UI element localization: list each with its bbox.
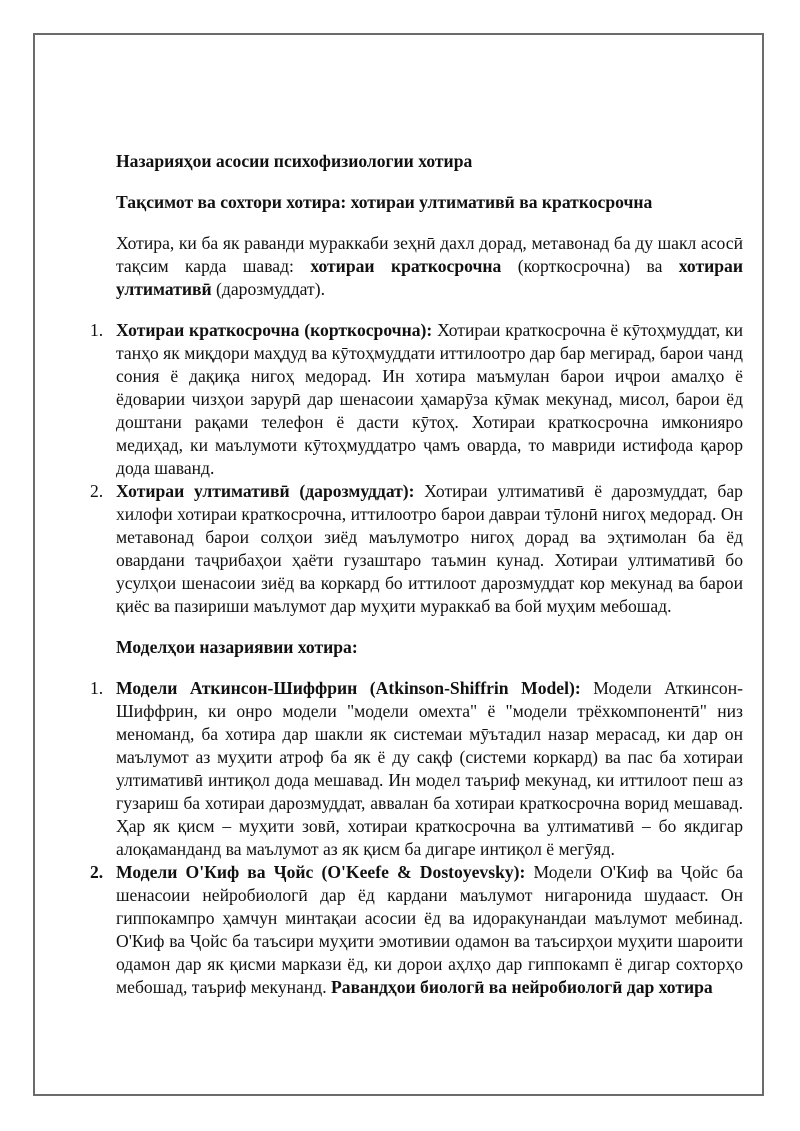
list-item-tail-bold: Равандҳои биологӣ ва нейробиологӣ дар хотира [331, 977, 713, 997]
list-item-heading: Хотираи ултимативӣ (дарозмуддат): [116, 481, 415, 501]
memory-types-list [90, 319, 744, 618]
list-item [90, 480, 743, 618]
list-item [90, 319, 744, 480]
list-item-text: Хотираи краткосрочна ё кӯтоҳмуддат, ки танҳо як миқдори маҳдуд ва кӯтоҳмуддати иттилоотро дар бар мегирад, барои чанд сония ё дақиқа нигоҳ медорад. Ин хотира маъмулан барои иҷрои амалҳо ё ёдоварии чизҳои зарурӣ дар шенасоии ҳамарӯза кӯмак мекунад, мисол, барои ёд доштани рақами телефон ё дасти кӯтоҳ. Хотираи краткосрочна имконияро медиҳад, ки маълумоти кӯтоҳмуддатро ҷамъ оварда, то мавриди истифода қарор дода шаванд. [116, 320, 744, 478]
intro-text-middle: (корткосрочна) ва [501, 256, 679, 276]
list-item-heading: Хотираи краткосрочна (корткосрочна): [116, 320, 433, 340]
list-number: 1. [90, 320, 104, 340]
list-item-heading: Модели Аткинсон-Шиффрин (Atkinson-Shiffrin Model): [116, 678, 581, 698]
document-body [90, 150, 744, 999]
list-number: 1. [90, 678, 104, 698]
models-heading: Моделҳои назариявии хотира: [116, 637, 358, 657]
list-number: 2. [90, 481, 104, 501]
list-item [90, 677, 743, 861]
intro-bold-long-term: хотираи ултимативӣ [116, 256, 743, 299]
intro-text-before: Хотира, ки ба як раванди мураккаби зеҳнӣ дахл дорад, метавонад ба ду шакл асосӣ тақсим карда шавад: [116, 233, 743, 276]
list-item-heading: Модели О'Киф ва Ҷойс (O'Keefe & Dostoyevsky): [116, 862, 526, 882]
models-list [90, 677, 744, 999]
intro-bold-short-term: хотираи краткосрочна [310, 256, 502, 276]
section-subtitle: Тақсимот ва сохтори хотира: хотираи ултимативӣ ва краткосрочна [116, 192, 653, 212]
intro-paragraph [116, 232, 743, 301]
intro-text-after: (дарозмуддат). [211, 279, 325, 299]
list-item [90, 861, 744, 999]
document-title: Назарияҳои асосии психофизиологии хотира [116, 151, 473, 171]
list-item-text: Модели Аткинсон-Шиффрин, ки онро модели "модели омехта" ё "модели трёхкомпонентӣ" низ меноманд, ба хотира дар шакли як системаи мӯътадил назар мерасад, ки дар он маълумот аз муҳити атроф ба як ё ду сақф (системи коркард) ва пас ба хотираи ултимативӣ интиқол дода мешавад. Ин модел таъриф мекунад, ки иттилоот пеш аз гузариш ба хотираи дарозмуддат, аввалан ба хотираи краткосрочна ворид мешавад. Ҳар як қисм – муҳити зовӣ, хотираи краткосрочна ва ултимативӣ – бо якдигар алоқаманданд ва маълумот аз як қисм ба дигаре интиқол ё мегӯяд. [116, 678, 743, 859]
list-item-text: Модели О'Киф ва Ҷойс ба шенасоии нейробиологӣ дар ёд кардани маълумот нигаронида шудааст. Он гиппокампро ҳамчун минтақаи асосии ёд ва идоракунандаи маълумот мебинад. О'Киф ва Ҷойс ба таъсири муҳити эмотивии одамон ва таъсирҳои муҳити шароити одамон дар як қисми маркази ёд, ки дорои аҳлҳо дар гиппокамп ё дигар сохторҳо мебошад, таъриф мекунанд. [116, 862, 744, 997]
list-item-text: Хотираи ултимативӣ ё дарозмуддат, бар хилофи хотираи краткосрочна, иттилоотро барои давраи тӯлонӣ нигоҳ медорад. Он метавонад барои солҳои зиёд маълумотро нигоҳ дорад ва эҳтимолан ба ёд овардани таҷрибаҳои ҳаёти гузаштаро таъмин кунад. Хотираи ултимативӣ бо усулҳои шенасоии зиёд ва коркард бо иттилоот дарозмуддат кор мекунад ва барои қиёс ва пазириши маълумот дар муҳити мураккаб ва бой муҳим мебошад. [116, 481, 743, 616]
list-number: 2. [90, 862, 104, 882]
